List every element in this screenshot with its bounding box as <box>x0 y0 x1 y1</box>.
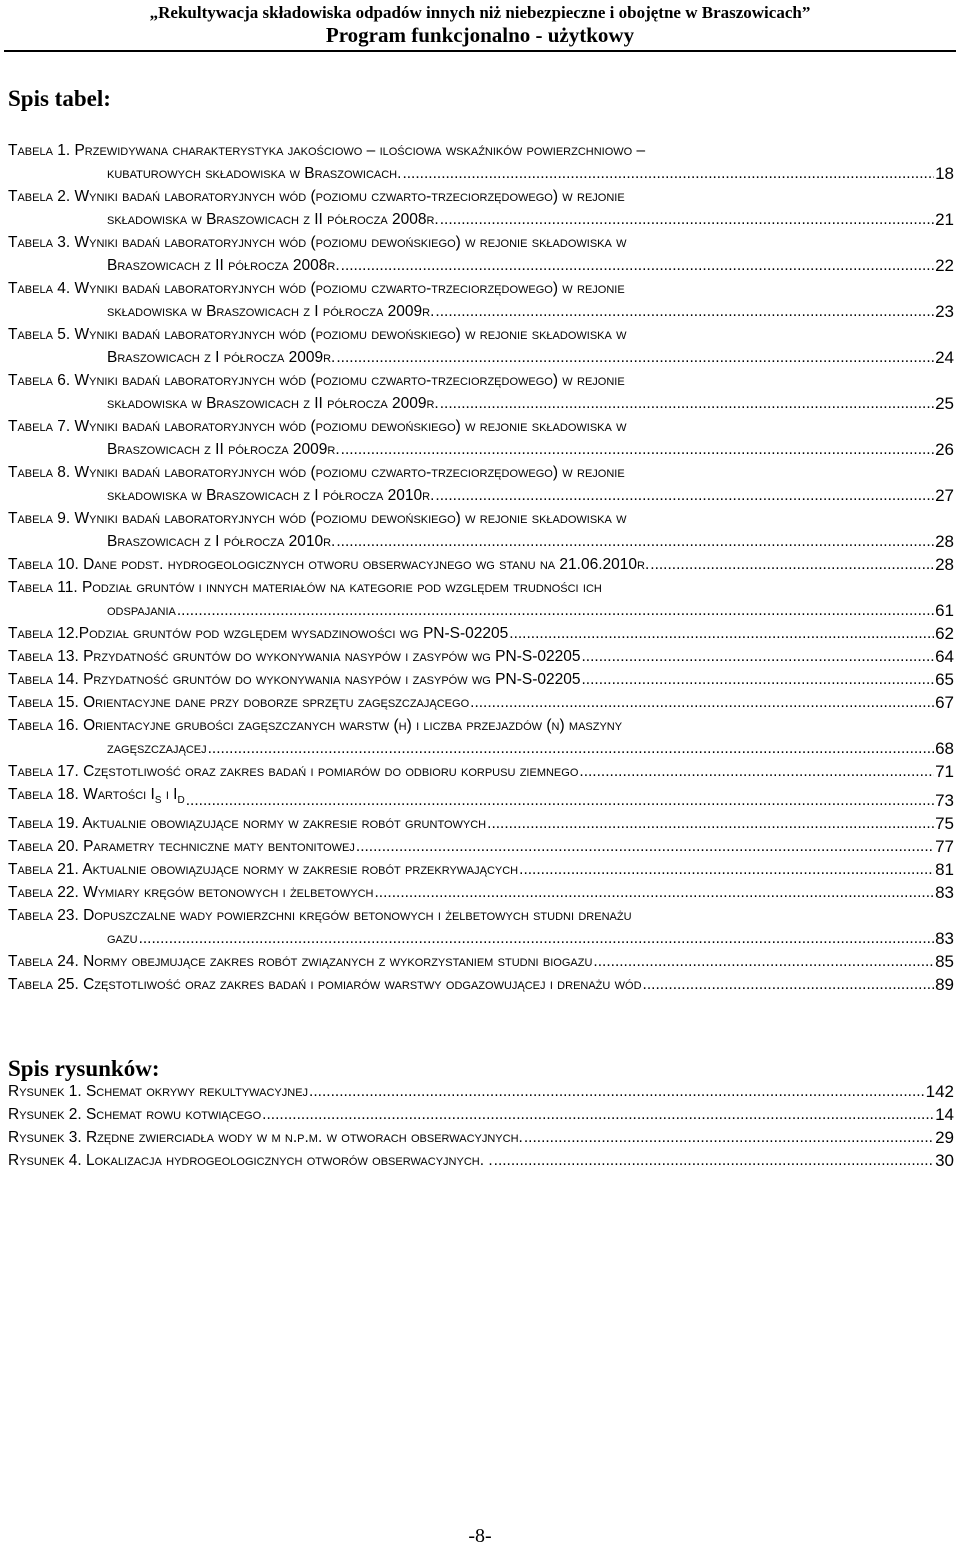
page-number: -8- <box>468 1525 492 1547</box>
table-entry-row <box>8 208 954 231</box>
tables-section-title: Spis tabel: <box>8 86 111 111</box>
table-entry-row <box>8 737 954 760</box>
dot-leader <box>487 812 934 835</box>
table-entry-row <box>8 438 954 461</box>
figure-entry[interactable] <box>8 1126 954 1149</box>
figure-entry-row <box>8 1126 954 1149</box>
table-entry[interactable] <box>8 461 954 507</box>
table-entry-row <box>8 622 954 645</box>
table-entry[interactable] <box>8 277 954 323</box>
table-entry[interactable] <box>8 881 954 904</box>
figure-entry-row <box>8 1149 954 1172</box>
table-entry-row <box>8 645 954 668</box>
dot-leader <box>341 438 934 461</box>
dot-leader <box>336 346 934 369</box>
page-reference: 25 <box>935 394 954 413</box>
table-entry-row <box>8 950 954 973</box>
table-entry-title: Tabela 25. Częstotliwość oraz zakres badań i pomiarów warstwy odgazowującej i drenażu wód <box>8 976 642 994</box>
table-entry-row <box>8 300 954 323</box>
table-entry-title: Tabela 9. Wyniki badań laboratoryjnych wód (poziomu dewońskiego) w rejonie składowiska w <box>8 510 627 527</box>
table-entry[interactable] <box>8 185 954 231</box>
dot-leader <box>579 760 934 783</box>
table-entry-row <box>8 392 954 415</box>
table-entry-title: Tabela 10. Dane podst. hydrogeologicznych otworu obserwacyjnego wg stanu na 21.06.2010r. <box>8 556 650 573</box>
page-reference: 65 <box>935 670 954 689</box>
header-rule <box>4 50 956 52</box>
table-entry-title: Tabela 24. Normy obejmujące zakres robót związanych z wykorzystaniem studni biogazu <box>8 953 593 971</box>
table-entry[interactable] <box>8 668 954 691</box>
table-entry[interactable] <box>8 415 954 461</box>
table-entry[interactable] <box>8 323 954 369</box>
table-entry[interactable] <box>8 950 954 973</box>
dot-leader <box>262 1103 934 1126</box>
dot-leader <box>581 645 934 668</box>
page-reference: 64 <box>935 647 954 666</box>
table-entry-title: Tabela 11. Podział gruntów i innych materiałów na kategorie pod względem trudności ich <box>8 579 602 596</box>
page-reference: 83 <box>935 929 954 949</box>
table-entry-title-continued: składowiska w Braszowicach z II półrocza 2008r. <box>107 211 439 228</box>
page-reference: 83 <box>935 883 954 903</box>
table-entry-title: Tabela 23. Dopuszczalne wady powierzchni kręgów betonowych i żelbetowych studni drenażu <box>8 907 632 925</box>
header-document-type: Program funkcjonalno - użytkowy <box>325 23 635 47</box>
table-entry-title-continued: Braszowicach z II półrocza 2008r. <box>107 257 340 274</box>
table-entry-title: Tabela 16. Orientacyjne grubości zagęszczanych warstw (h) i liczba przejazdów (n) maszyny <box>8 717 623 734</box>
table-entry-row <box>8 812 954 835</box>
table-entry-title-continued: składowiska w Braszowicach z I półrocza 2009r. <box>107 303 435 320</box>
table-entry-title: Tabela 1. Przewidywana charakterystyka jakościowo – ilościowa wskaźników powierzchniowo – <box>8 142 646 159</box>
page-reference: 28 <box>935 532 954 551</box>
table-entry[interactable] <box>8 622 954 645</box>
dot-leader <box>341 254 934 277</box>
table-entry[interactable] <box>8 783 954 812</box>
table-entry-title-continued: zagęszczającej <box>107 740 207 757</box>
table-entry-title-continued: składowiska w Braszowicach z II półrocza 2009r. <box>107 395 439 412</box>
table-entry-row <box>8 599 954 622</box>
dot-leader <box>435 300 934 323</box>
title-text: i I <box>161 786 178 803</box>
figures-list <box>8 1080 954 1172</box>
figure-entry-row <box>8 1080 954 1103</box>
table-entry-row <box>8 254 954 277</box>
table-entry[interactable] <box>8 576 954 622</box>
table-entry-row <box>8 691 954 714</box>
dot-leader <box>435 484 934 507</box>
page-reference: 68 <box>935 739 954 758</box>
page-reference: 62 <box>935 624 954 643</box>
figure-entry[interactable] <box>8 1080 954 1103</box>
table-entry-title-continued: Braszowicach z II półrocza 2009r. <box>107 441 340 458</box>
table-entry-title-continued: gazu <box>107 930 138 948</box>
page-reference: 81 <box>935 860 954 880</box>
page-reference: 24 <box>935 348 954 367</box>
page-reference: 73 <box>935 791 954 811</box>
page-reference: 18 <box>935 164 954 183</box>
table-entry-title: Tabela 12.Podział gruntów pod względem wysadzinowości wg PN-S-02205 <box>8 625 509 642</box>
table-entry-row <box>8 858 954 881</box>
table-entry[interactable] <box>8 691 954 714</box>
dot-leader <box>309 1080 925 1103</box>
page-reference: 67 <box>935 693 954 712</box>
dot-leader <box>650 553 934 576</box>
table-entry-title: Tabela 2. Wyniki badań laboratoryjnych wód (poziomu czwarto-trzeciorzędowego) w rejonie <box>8 188 625 205</box>
table-entry[interactable] <box>8 553 954 576</box>
dot-leader <box>374 881 934 904</box>
running-header <box>0 0 960 53</box>
figure-entry-title: Rysunek 1. Schemat okrywy rekultywacyjnej <box>8 1083 309 1100</box>
page-reference: 75 <box>935 814 954 834</box>
table-entry-title: Tabela 3. Wyniki badań laboratoryjnych wód (poziomu dewońskiego) w rejonie składowiska w <box>8 234 627 251</box>
figure-entry[interactable] <box>8 1103 954 1126</box>
page-reference: 21 <box>935 210 954 229</box>
page-reference: 77 <box>935 837 954 857</box>
subscript: D <box>177 795 185 807</box>
figure-entry[interactable] <box>8 1149 954 1172</box>
page-reference: 89 <box>935 975 954 995</box>
table-entry[interactable] <box>8 835 954 858</box>
table-entry-title <box>8 783 185 812</box>
table-entry-row <box>8 530 954 553</box>
dot-leader <box>494 1149 934 1172</box>
table-entry[interactable] <box>8 812 954 835</box>
dot-leader <box>336 530 934 553</box>
dot-leader <box>402 162 934 185</box>
table-entry-title-continued: Braszowicach z I półrocza 2010r. <box>107 533 336 550</box>
table-entry-title-continued: odspajania <box>107 602 176 619</box>
dot-leader <box>519 858 934 881</box>
dot-leader <box>593 950 934 973</box>
page-reference: 28 <box>935 555 954 574</box>
table-entry-title: Tabela 17. Częstotliwość oraz zakres badań i pomiarów do odbioru korpusu ziemnego <box>8 763 579 780</box>
dot-leader <box>186 789 934 812</box>
table-entry-title: Tabela 15. Orientacyjne dane przy doborze sprzętu zagęszczającego <box>8 694 470 711</box>
table-entry-title: Tabela 5. Wyniki badań laboratoryjnych wód (poziomu dewońskiego) w rejonie składowiska w <box>8 326 627 343</box>
table-entry-title: Tabela 21. Aktualnie obowiązujące normy w zakresie robót przekrywających <box>8 861 519 879</box>
dot-leader <box>581 668 934 691</box>
table-entry[interactable] <box>8 858 954 881</box>
table-entry-title: Tabela 6. Wyniki badań laboratoryjnych wód (poziomu czwarto-trzeciorzędowego) w rejonie <box>8 372 625 389</box>
table-entry[interactable] <box>8 369 954 415</box>
table-entry-row <box>8 162 954 185</box>
page-reference: 71 <box>935 762 954 781</box>
dot-leader <box>524 1126 934 1149</box>
table-entry-title-continued: Braszowicach z I półrocza 2009r. <box>107 349 336 366</box>
table-entry-title-continued: kubaturowych składowiska w Braszowicach. <box>107 165 402 182</box>
table-entry[interactable] <box>8 507 954 553</box>
table-entry[interactable] <box>8 645 954 668</box>
dot-leader <box>208 737 934 760</box>
table-entry-title: Tabela 13. Przydatność gruntów do wykonywania nasypów i zasypów wg PN-S-02205 <box>8 648 581 665</box>
table-entry[interactable] <box>8 973 954 996</box>
table-entry[interactable] <box>8 139 954 185</box>
table-entry-row <box>8 760 954 783</box>
table-entry[interactable] <box>8 231 954 277</box>
dot-leader <box>440 208 934 231</box>
table-entry-row <box>8 668 954 691</box>
page-reference: 61 <box>935 601 954 620</box>
page-reference: 22 <box>935 256 954 275</box>
table-entry-title: Tabela 7. Wyniki badań laboratoryjnych wód (poziomu dewońskiego) w rejonie składowiska w <box>8 418 627 435</box>
figure-entry-row <box>8 1103 954 1126</box>
table-entry-row <box>8 553 954 576</box>
table-entry-title: Tabela 20. Parametry techniczne maty bentonitowej <box>8 838 355 856</box>
table-entry-row <box>8 835 954 858</box>
figure-entry-title: Rysunek 2. Schemat rowu kotwiącego <box>8 1106 262 1123</box>
page-reference: 14 <box>935 1105 954 1124</box>
dot-leader <box>470 691 934 714</box>
figure-entry-title: Rysunek 4. Lokalizacja hydrogeologicznych otworów obserwacyjnych. . <box>8 1152 493 1169</box>
table-entry-title: Tabela 14. Przydatność gruntów do wykonywania nasypów i zasypów wg PN-S-02205 <box>8 671 581 688</box>
page-reference: 85 <box>935 952 954 972</box>
table-entry-row <box>8 484 954 507</box>
page-reference: 142 <box>925 1082 954 1101</box>
dot-leader <box>440 392 934 415</box>
page-reference: 30 <box>935 1151 954 1170</box>
figures-section-title: Spis rysunków: <box>8 1056 160 1081</box>
page-reference: 29 <box>935 1128 954 1147</box>
table-entry-title: Tabela 22. Wymiary kręgów betonowych i żelbetowych <box>8 884 374 902</box>
table-entry[interactable] <box>8 714 954 760</box>
dot-leader <box>509 622 934 645</box>
table-entry-title: Tabela 8. Wyniki badań laboratoryjnych wód (poziomu czwarto-trzeciorzędowego) w rejonie <box>8 464 625 481</box>
table-entry-row <box>8 346 954 369</box>
table-entry-title-continued: składowiska w Braszowicach z I półrocza 2010r. <box>107 487 435 504</box>
table-entry-title: Tabela 4. Wyniki badań laboratoryjnych wód (poziomu czwarto-trzeciorzędowego) w rejonie <box>8 280 625 297</box>
dot-leader <box>177 599 934 622</box>
table-entry-title: Tabela 19. Aktualnie obowiązujące normy w zakresie robót gruntowych <box>8 815 487 833</box>
table-entry[interactable] <box>8 760 954 783</box>
figure-entry-title: Rysunek 3. Rzędne zwierciadła wody w m n.p.m. w otworach obserwacyjnych. <box>8 1129 523 1146</box>
subscript: S <box>154 795 162 807</box>
table-entry[interactable] <box>8 904 954 950</box>
tables-list <box>8 139 954 996</box>
table-entry-row <box>8 927 954 950</box>
table-entry-row <box>8 881 954 904</box>
dot-leader <box>139 927 935 950</box>
dot-leader <box>356 835 934 858</box>
page-reference: 26 <box>935 440 954 459</box>
page-reference: 27 <box>935 486 954 505</box>
table-entry-row <box>8 973 954 996</box>
page-reference: 23 <box>935 302 954 321</box>
table-entry-row <box>8 783 954 812</box>
title-text: Tabela 18. Wartości I <box>8 786 155 803</box>
dot-leader <box>643 973 935 996</box>
header-project-title: „Rekultywacja składowiska odpadów innych niż niebezpieczne i obojętne w Braszowicach” <box>149 3 811 22</box>
